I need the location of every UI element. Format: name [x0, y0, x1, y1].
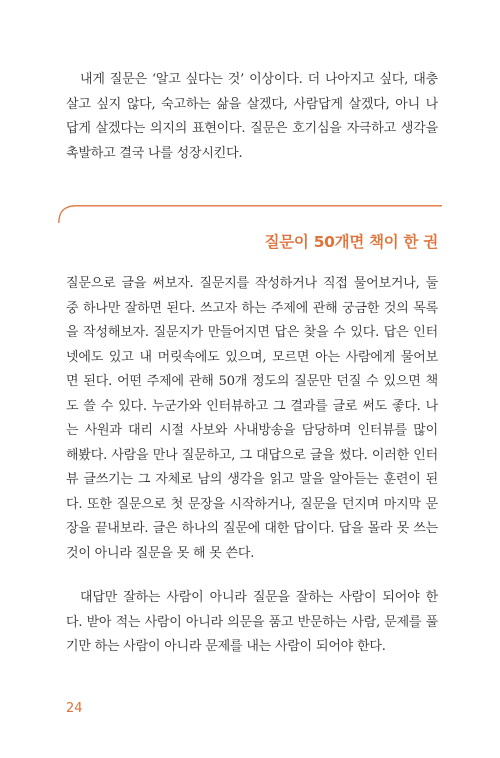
body-paragraph	[66, 272, 438, 566]
paragraph-line: 촉발하고 결국 나를 성장시킨다.	[66, 145, 243, 161]
highlighted-line	[66, 586, 438, 611]
highlight-underline: 다. 받아 적는 사람이 아니라 의문을 품고 반문하는 사람, 문제를 풀	[66, 614, 438, 630]
paragraph-line: 장을 끝내보라. 글은 하나의 질문에 대한 답이다. 답을 몰라 못 쓰는	[66, 521, 438, 536]
paragraph-line: 답게 살겠다는 의지의 표현이다. 질문은 호기심을 자극하고 생각을	[66, 121, 438, 136]
highlight-underline: 대답만 잘하는 사람이 아니라 질문을 잘하는 사람이 되어야 한	[80, 590, 438, 605]
paragraph-line: 면 된다. 어떤 주제에 관해 50개 정도의 질문만 던질 수 있으면 책	[66, 374, 438, 389]
paragraph-line: 도 쓸 수 있다. 누군가와 인터뷰하고 그 결과를 글로 써도 좋다. 나	[66, 398, 438, 414]
paragraph-line: 질문으로 글을 써보자. 질문지를 작성하거나 직접 물어보거나, 둘	[66, 276, 438, 291]
paragraph-line: 는 사원과 대리 시절 사보와 사내방송을 담당하며 인터뷰를 많이	[66, 423, 438, 438]
highlighted-line	[66, 635, 438, 660]
paragraph-line: 중 하나만 잘하면 된다. 쓰고자 하는 주제에 관해 궁금한 것의 목록	[66, 300, 438, 316]
highlighted-line	[66, 611, 438, 636]
highlight-underline: 기만 하는 사람이 아니라 문제를 내는 사람이 되어야 한다.	[66, 639, 386, 654]
paragraph-line: 넷에도 있고 내 머릿속에도 있으며, 모르면 아는 사람에게 물어보	[66, 349, 438, 365]
paragraph-line: 살고 싶지 않다, 숙고하는 삶을 살겠다, 사람답게 살겠다, 아니 나	[66, 96, 438, 112]
paragraph-line: 것이 아니라 질문을 못 해 못 쓴다.	[66, 545, 255, 561]
paragraph-line: 해봤다. 사람을 만나 질문하고, 그 대답으로 글을 썼다. 이러한 인터	[66, 447, 438, 463]
paragraph-line: 뷰 글쓰기는 그 자체로 남의 생각을 읽고 말을 알아듣는 훈련이 된	[66, 472, 438, 487]
page-number: 24	[66, 701, 83, 716]
paragraph-line: 다. 또한 질문으로 첫 문장을 시작하거나, 질문을 던지며 마지막 문	[66, 496, 438, 512]
highlighted-paragraph	[66, 586, 438, 660]
paragraph-line: 을 작성해보자. 질문지가 만들어지면 답은 찾을 수 있다. 답은 인터	[66, 325, 438, 340]
paragraph-line: 내게 질문은 ‘알고 싶다는 것’ 이상이다. 더 나아지고 싶다, 대충	[80, 72, 438, 87]
section-heading: 질문이 50개면 책이 한 권	[264, 233, 438, 251]
intro-paragraph	[66, 68, 438, 166]
